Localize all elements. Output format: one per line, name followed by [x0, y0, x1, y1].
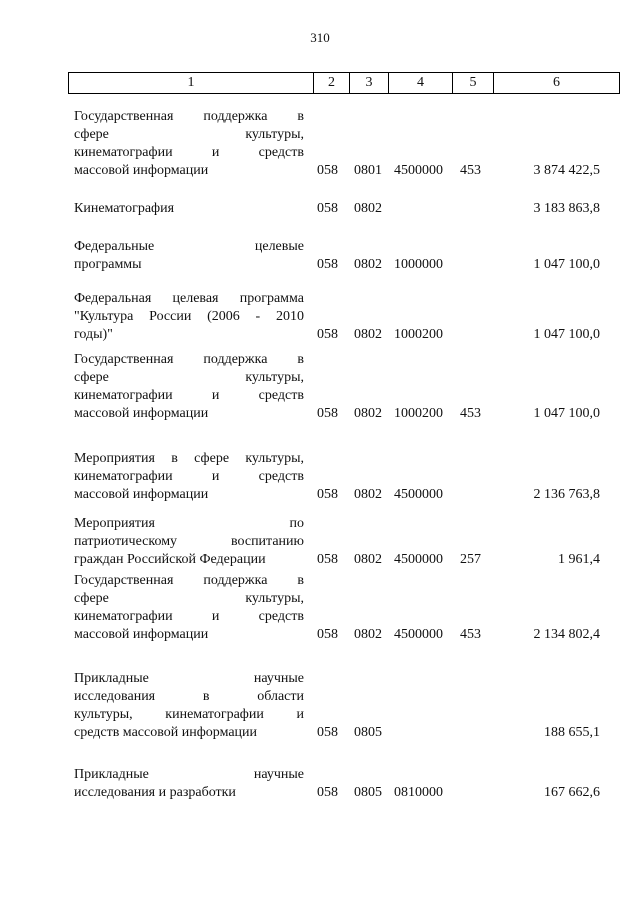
ministry-code: 058 — [317, 785, 338, 800]
amount-value: 1 047 100,0 — [533, 257, 600, 272]
row-name-line: Мероприятия по — [74, 516, 304, 531]
row-name — [74, 515, 304, 569]
row-name-line: Прикладные научные — [74, 671, 304, 686]
row-name-line: Кинематография — [74, 201, 175, 216]
article-code: 4500000 — [394, 627, 443, 642]
header-col-1: 1 — [187, 75, 195, 90]
ministry-code: 058 — [317, 201, 338, 216]
section-code: 0802 — [354, 406, 382, 421]
row-name — [74, 450, 304, 504]
row-name-line: сфере культуры, — [74, 127, 304, 142]
section-code: 0802 — [354, 552, 382, 567]
row-name-line: массовой информации — [74, 406, 209, 421]
section-code: 0802 — [354, 257, 382, 272]
header-col-3: 3 — [365, 75, 373, 90]
row-name — [74, 351, 304, 423]
row-name — [74, 670, 304, 742]
row-name-line: программы — [74, 257, 142, 272]
row-name-line: исследования и разработки — [74, 785, 236, 800]
amount-value: 167 662,6 — [544, 785, 600, 800]
ministry-code: 058 — [317, 725, 338, 740]
article-code: 4500000 — [394, 487, 443, 502]
row-name-line: Государственная поддержка в — [74, 109, 304, 124]
amount-value: 1 961,4 — [558, 552, 600, 567]
article-code: 4500000 — [394, 552, 443, 567]
header-col-2: 2 — [328, 75, 335, 90]
row-name — [74, 766, 304, 802]
amount-value: 2 136 763,8 — [533, 487, 600, 502]
expense-type-code: 453 — [460, 627, 481, 642]
row-name-line: кинематографии и средств — [74, 609, 304, 624]
row-name-line: кинематографии и средств — [74, 145, 304, 160]
row-name-line: патриотическому воспитанию — [74, 534, 304, 549]
row-name-line: массовой информации — [74, 487, 209, 502]
ministry-code: 058 — [317, 327, 338, 342]
header-col-6: 6 — [553, 75, 560, 90]
article-code: 4500000 — [394, 163, 443, 178]
row-name-line: массовой информации — [74, 163, 209, 178]
expense-type-code: 453 — [460, 406, 481, 421]
amount-value: 188 655,1 — [544, 725, 600, 740]
row-name-line: кинематографии и средств — [74, 388, 304, 403]
row-name-line: кинематографии и средств — [74, 469, 304, 484]
row-name-line: Мероприятия в сфере культуры, — [74, 451, 304, 466]
row-name — [74, 290, 304, 344]
ministry-code: 058 — [317, 487, 338, 502]
article-code: 1000200 — [394, 406, 443, 421]
article-code: 1000000 — [394, 257, 443, 272]
row-name-line: Федеральная целевая программа — [74, 291, 304, 306]
expense-type-code: 257 — [460, 552, 481, 567]
ministry-code: 058 — [317, 552, 338, 567]
header-col-5: 5 — [469, 75, 477, 90]
row-name-line: исследования в области — [74, 689, 304, 704]
article-code: 0810000 — [394, 785, 443, 800]
row-name — [74, 200, 304, 218]
row-name-line: массовой информации — [74, 627, 209, 642]
row-name-line: граждан Российской Федерации — [74, 552, 266, 567]
row-name-line: Государственная поддержка в — [74, 352, 304, 367]
ministry-code: 058 — [317, 627, 338, 642]
header-col-4: 4 — [417, 75, 424, 90]
row-name-line: годы)" — [74, 327, 113, 342]
row-name-line: культуры, кинематографии и — [74, 707, 304, 722]
amount-value: 3 183 863,8 — [533, 201, 600, 216]
section-code: 0802 — [354, 201, 382, 216]
table-header — [68, 72, 620, 94]
row-name — [74, 238, 304, 274]
row-name-line: "Культура России (2006 - 2010 — [74, 309, 304, 324]
amount-value: 3 874 422,5 — [533, 163, 600, 178]
amount-value: 2 134 802,4 — [533, 627, 600, 642]
amount-value: 1 047 100,0 — [533, 406, 600, 421]
row-name-line: Прикладные научные — [74, 767, 304, 782]
row-name-line: Государственная поддержка в — [74, 573, 304, 588]
section-code: 0802 — [354, 327, 382, 342]
ministry-code: 058 — [317, 406, 338, 421]
section-code: 0802 — [354, 487, 382, 502]
section-code: 0801 — [354, 163, 382, 178]
row-name-line: Федеральные целевые — [74, 239, 304, 254]
article-code: 1000200 — [394, 327, 443, 342]
ministry-code: 058 — [317, 257, 338, 272]
row-name — [74, 108, 304, 180]
section-code: 0802 — [354, 627, 382, 642]
row-name — [74, 572, 304, 644]
section-code: 0805 — [354, 725, 382, 740]
row-name-line: средств массовой информации — [74, 725, 258, 740]
section-code: 0805 — [354, 785, 382, 800]
ministry-code: 058 — [317, 163, 338, 178]
expense-type-code: 453 — [460, 163, 481, 178]
row-name-line: сфере культуры, — [74, 370, 304, 385]
amount-value: 1 047 100,0 — [533, 327, 600, 342]
row-name-line: сфере культуры, — [74, 591, 304, 606]
page-number: 310 — [310, 30, 330, 45]
